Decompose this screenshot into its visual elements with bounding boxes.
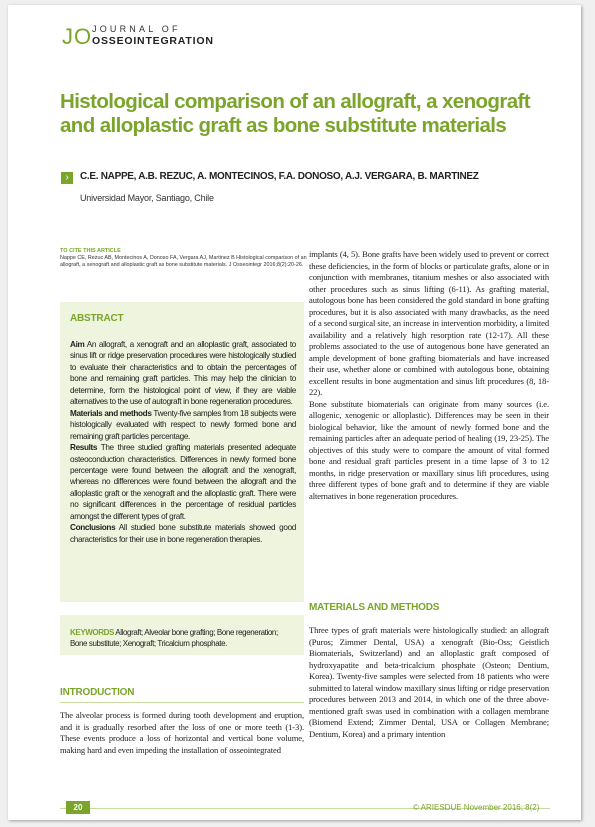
journal-logo-initials: JO <box>62 24 93 49</box>
abstract-results-text: The three studied grafting materials presented adequate osteoconduction characteristics. Differences in newly formed bone percentage were found between the allograft and the xenograft, whereas no differences were found between the allograft and the alloplastic graft or the xenograft and the alloplastic graft. There were no significant differences in the percentage of residual particles amongst the different types of graft. <box>70 443 296 521</box>
abstract-aim <box>70 339 296 408</box>
citation-text: Nappe CE, Rezuc AB, Montecinos A, Donoso FA, Vergara AJ, Martinez B Histological comparison of an allograft, a xenograft and alloplastic graft as bone substitute materials. J Osseointegr 2016;8(2):20-26. <box>60 255 307 269</box>
methods-paragraph: Three types of graft materials were histologically studied: an allograft (Puros; Zimmer Dental, USA) a xenograft (Bio-Oss; Geistlich Biomaterials, Switzerland) and an alloplastic graft composed of hydroxyapatite and beta-tricalcium phosphate (Osteon; Dentium, Korea). Twenty-five samples were selected from 18 patients who were submitted to lateral window maxillary sinus lifting or ridge preservation procedures between 2013 and 2014, in which one of the three above-mentioned graft swas used in combination with a collagen membrane (Biomend Extend; Zimmer Dental, USA or Collagen Membrane; Dentium, Korea) and a primary intention <box>309 625 549 739</box>
authors-list: C.E. NAPPE, A.B. REZUC, A. MONTECINOS, F.A. DONOSO, A.J. VERGARA, B. MARTINEZ <box>80 171 479 182</box>
methods-heading: MATERIALS AND METHODS <box>309 602 440 613</box>
article-title <box>60 90 540 138</box>
abstract-aim-label: Aim <box>70 340 85 349</box>
journal-page <box>8 5 581 820</box>
introduction-paragraph: The alveolar process is formed during tooth development and eruption, and it is gradually resorbed after the loss of one or more teeth (1-3). These events produce a loss of horizontal and vertical bone volume, making hard and even impeding the installation of osseointegrated <box>60 710 304 755</box>
citation-label: TO CITE THIS ARTICLE <box>60 248 121 254</box>
introduction-divider <box>60 702 304 703</box>
abstract-results-label: Results <box>70 443 98 453</box>
keywords <box>70 627 296 649</box>
publisher-info: © ARIESDUE November 2016; 8(2) <box>413 803 540 812</box>
abstract-aim-text: An allograft, a xenograft and an alloplastic graft, associated to sinus lift or ridge preservation procedures were histologically studied to evaluate their characteristics and to obtain the percentages of bone and remaining graft particles. This may help the clinician to determine, form the histological point of view, if they are viable alternatives to the use of autograft in bone regeneration procedures. <box>70 340 296 407</box>
right-column-intro <box>309 249 549 502</box>
journal-logo-line1: JOURNAL OF <box>92 24 181 34</box>
introduction-heading: INTRODUCTION <box>60 687 135 698</box>
methods-text <box>309 625 549 740</box>
page-number: 20 <box>66 801 90 814</box>
introduction-text <box>60 710 304 756</box>
abstract-conclusions-label: Conclusions <box>70 523 116 533</box>
intro-paragraph-1: implants (4, 5). Bone grafts have been widely used to prevent or correct these deficiencies, in the form of blocks or particulate grafts, alone or in conjunction with membranes, titanium meshes or also associated with other procedures such as sinus lifting (6-11). As grafting material, autologous bone has been considered the gold standard in bone grafting procedures, but it is also associated with many drawbacks, as the need of a second surgical site, an increase in intervention morbidity, a limited availability and a relatively high resorption rate (12-17). All these problems associated to the use of autogenous bone have generated an ample development of bone grafting biomaterials and have increased their use, whether alone or combined with autologous bone, obtaining excellent results in bone augmentation and sinus lift procedures (8, 18-22). <box>309 249 549 397</box>
article-title-line2: and alloplastic graft as bone substitute materials <box>60 114 507 137</box>
chevron-right-icon: › <box>61 172 73 184</box>
abstract-body <box>70 339 296 545</box>
abstract-methods <box>70 408 296 442</box>
abstract-methods-label: Materials and methods <box>70 408 152 418</box>
abstract-conclusions <box>70 522 296 545</box>
affiliation: Universidad Mayor, Santiago, Chile <box>80 193 214 203</box>
journal-logo-line2: OSSEOINTEGRATION <box>92 35 214 47</box>
abstract-heading: ABSTRACT <box>70 313 124 324</box>
article-title-line1: Histological comparison of an allograft, a xenograft <box>60 90 530 113</box>
keywords-label: KEYWORDS <box>70 628 114 637</box>
abstract-results <box>70 442 296 522</box>
intro-paragraph-2: Bone substitute biomaterials can originate from many sources (i.e. allogenic, xenogenic or alloplastic). Differences may be seen in their biological behavior, like the amount of newly formed bone and the remaining particles after an adequate period of healing (19, 23-25). The objectives of this study were to compare the amount of vital formed bone and residual graft particles present in a time lapse of 3 to 12 months, in ridge preservation or maxillary sinus lift procedures, using three different types of bone graft and to determine if they are viable alternatives in bone regeneration procedures. <box>309 398 549 501</box>
keywords-text: Allograft; Alveolar bone grafting; Bone regeneration; Bone substitute; Xenograft; Tricalcium phosphate. <box>70 628 278 648</box>
abstract-conclusions-text: All studied bone substitute materials showed good characteristics for their use in bone regeneration therapies. <box>70 523 296 544</box>
abstract-methods-text: Twenty-five samples from 18 subjects were histologically evaluated with respect to newly formed bone and remaining graft particles percentage. <box>70 408 296 441</box>
